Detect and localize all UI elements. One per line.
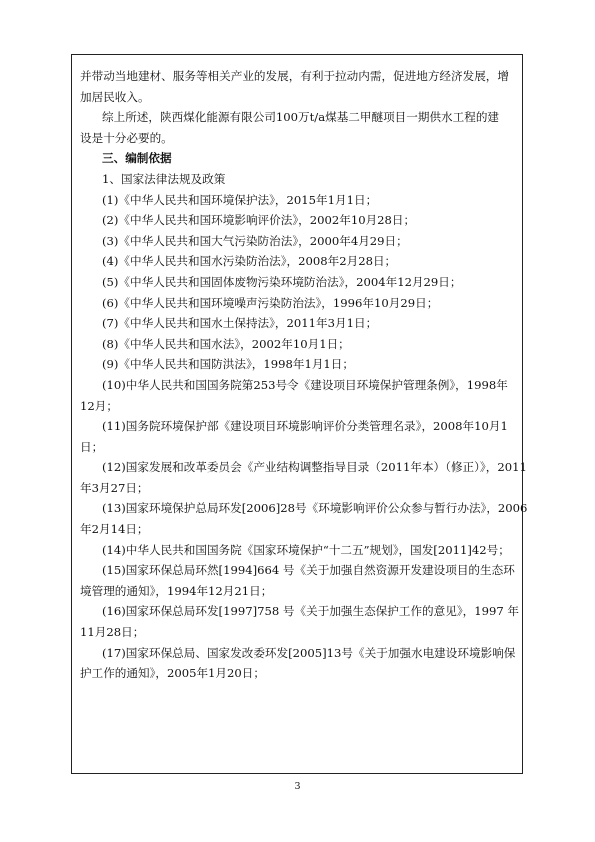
list-item: (9)《中华人民共和国防洪法》，1998年1月1日； xyxy=(102,357,354,372)
list-item: (13)国家环境保护总局环发[2006]28号《环境影响评价公众参与暂行办法》，2006 xyxy=(102,501,528,516)
list-item: (3)《中华人民共和国大气污染防治法》，2000年4月29日； xyxy=(102,233,408,248)
list-item: (16)国家环保总局环发[1997]758 号《关于加强生态保护工作的意见》，1997 年 xyxy=(102,604,519,619)
document-body xyxy=(80,66,528,684)
list-item: (10)中华人民共和国国务院第253号令《建设项目环境保护管理条例》，1998年 xyxy=(102,377,508,392)
section-heading: 三、编制依据 xyxy=(102,151,172,166)
list-item: (11)国务院环境保护部《建设项目环境影响评价分类管理名录》，2008年10月1 xyxy=(102,419,508,434)
list-item-continuation: 境管理的通知》，1994年12月21日； xyxy=(80,583,273,598)
subsection-heading: 1、国家法律法规及政策 xyxy=(102,171,226,186)
list-item: (5)《中华人民共和国固体废物污染环境防治法》，2004年12月29日； xyxy=(102,274,462,289)
text-line: 加居民收入。 xyxy=(80,89,150,104)
list-item: (4)《中华人民共和国水污染防治法》，2008年2月28日； xyxy=(102,254,397,269)
list-item-continuation: 护工作的通知》，2005年1月20日； xyxy=(80,666,265,681)
list-item: (17)国家环保总局、国家发改委环发[2005]13号《关于加强水电建设环境影响保 xyxy=(102,645,516,660)
list-item-continuation: 12月； xyxy=(80,398,118,413)
list-item: (7)《中华人民共和国水土保持法》，2011年3月1日； xyxy=(102,316,378,331)
list-item-continuation: 日； xyxy=(80,439,104,454)
list-item-continuation: 11月28日； xyxy=(80,625,145,640)
list-item: (14)中华人民共和国国务院《国家环境保护“十二五”规划》，国发[2011]42号； xyxy=(102,542,510,557)
list-item-continuation: 年3月27日； xyxy=(80,480,149,495)
page-number: 3 xyxy=(294,781,301,792)
text-line: 并带动当地建材、服务等相关产业的发展，有利于拉动内需，促进地方经济发展，增 xyxy=(80,69,509,83)
list-item: (8)《中华人民共和国水法》，2002年10月1日； xyxy=(102,336,350,351)
text-line: 综上所述，陕西煤化能源有限公司100万t/a煤基二甲醚项目一期供水工程的建 xyxy=(102,110,500,125)
list-item: (2)《中华人民共和国环境影响评价法》，2002年10月28日； xyxy=(102,213,416,228)
text-line: 设是十分必要的。 xyxy=(80,130,173,145)
list-item: (6)《中华人民共和国环境噪声污染防治法》，1996年10月29日； xyxy=(102,295,439,310)
list-item: (12)国家发展和改革委员会《产业结构调整指导目录（2011年本）（修正）》，2011 xyxy=(102,460,527,475)
list-item: (15)国家环保总局环然[1994]664 号《关于加强自然资源开发建设项目的生态环 xyxy=(102,563,515,578)
list-item: (1)《中华人民共和国环境保护法》，2015年1月1日； xyxy=(102,192,378,207)
list-item-continuation: 年2月14日； xyxy=(80,522,149,537)
